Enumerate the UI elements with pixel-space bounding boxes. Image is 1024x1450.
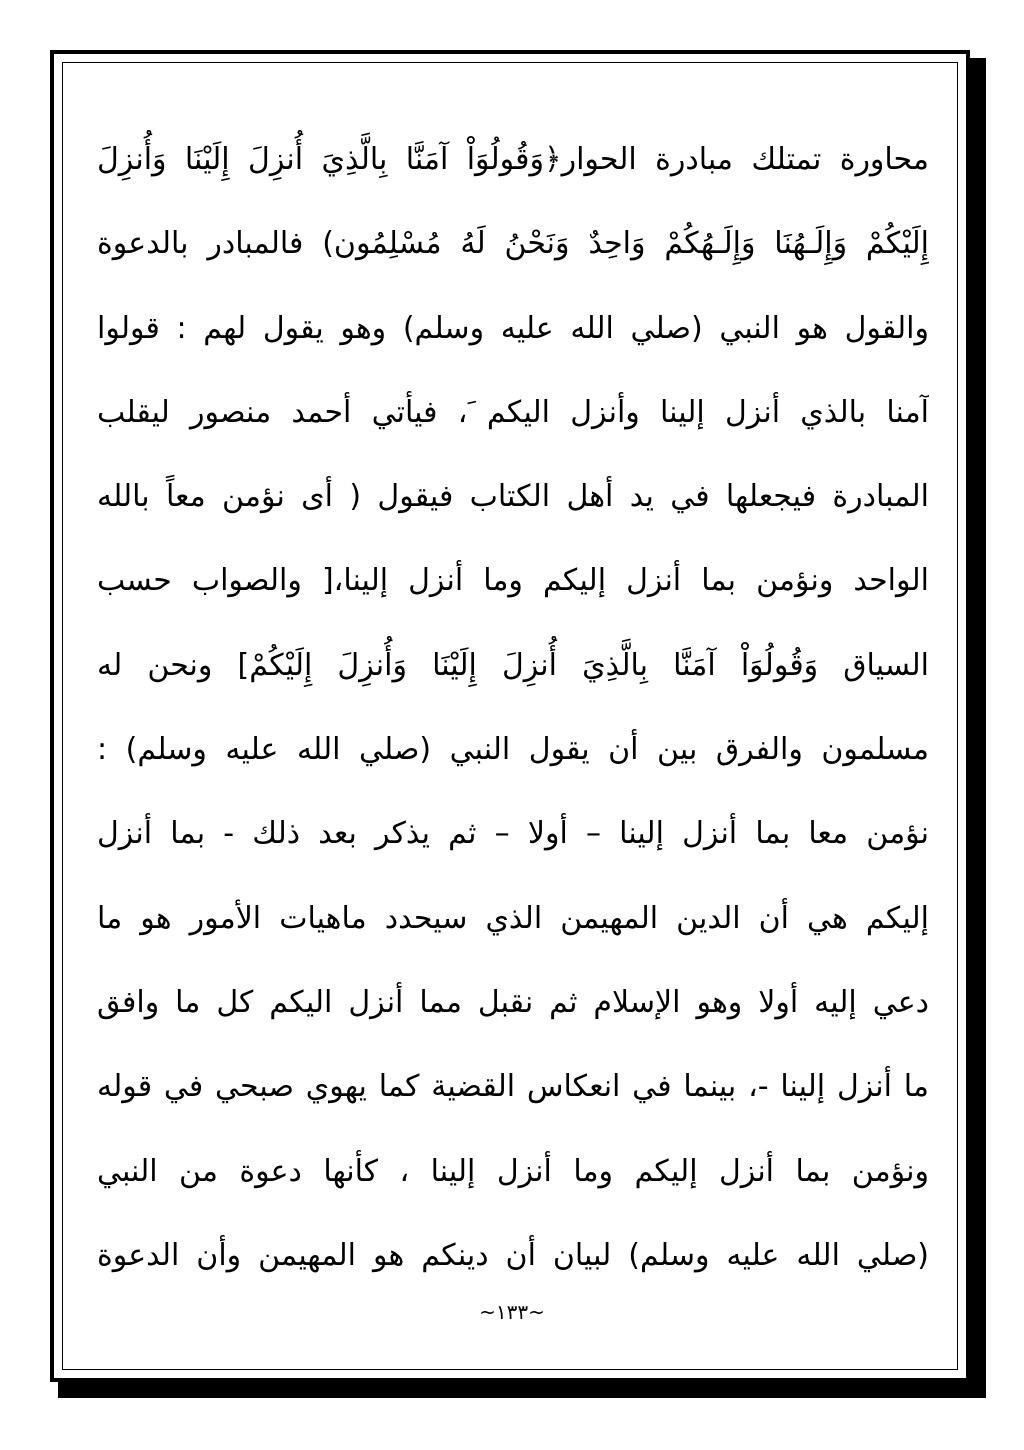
text-line: دعي إليه أولا وهو الإسلام ثم نقبل مما أنزل اليكم كل ما وافق bbox=[97, 984, 929, 1020]
text-line: والقول هو النبي (صلي الله عليه وسلم) وهو يقول لهم : قولوا bbox=[97, 310, 929, 346]
text-line: إِلَيْكُمْ وَإِلَـهُنَا وَإِلَـهُكُمْ وَاحِدٌ وَنَحْنُ لَهُ مُسْلِمُون) فالمبادر بالدعوة bbox=[97, 226, 929, 262]
text-line: محاورة تمتلك مبادرة الحوار﴿وَقُولُوَاْ آمَنَّا بِالَّذِيَ أُنزِلَ إِلَيْنَا وَأُنزِلَ bbox=[97, 142, 929, 177]
body-text bbox=[97, 118, 929, 1298]
text-line: ونؤمن بما أنزل إليكم وما أنزل إلينا ، كأنها دعوة من النبي bbox=[97, 1153, 929, 1189]
text-line: المبادرة فيجعلها في يد أهل الكتاب فيقول ( أى نؤمن معاً بالله bbox=[97, 479, 929, 515]
text-line: السياق وَقُولُوَاْ آمَنَّا بِالَّذِيَ أُنزِلَ إِلَيْنَا وَأُنزِلَ إِلَيْكُمْ] ونحن له bbox=[97, 647, 929, 683]
text-line: آمنا بالذي أنزل إلينا وأنزل اليكم َ، فيأتي أحمد منصور ليقلب bbox=[97, 394, 929, 430]
text-line: الواحد ونؤمن بما أنزل إليكم وما أنزل إلينا،[ والصواب حسب bbox=[97, 563, 929, 599]
text-line: إليكم هي أن الدين المهيمن الذي سيحدد ماهيات الأمور هو ما bbox=[97, 900, 929, 936]
text-line: (صلي الله عليه وسلم) لبيان أن دينكم هو المهيمن وأن الدعوة bbox=[97, 1237, 929, 1273]
page-number: ~١٣٣~ bbox=[479, 1300, 545, 1324]
text-line: ما أنزل إلينا -، بينما في انعكاس القضية كما يهوي صبحي في قوله bbox=[97, 1069, 929, 1105]
text-line: مسلمون والفرق بين أن يقول النبي (صلي الله عليه وسلم) : bbox=[97, 732, 929, 768]
text-line: نؤمن معا بما أنزل إلينا – أولا – ثم يذكر بعد ذلك - بما أنزل bbox=[97, 816, 929, 852]
